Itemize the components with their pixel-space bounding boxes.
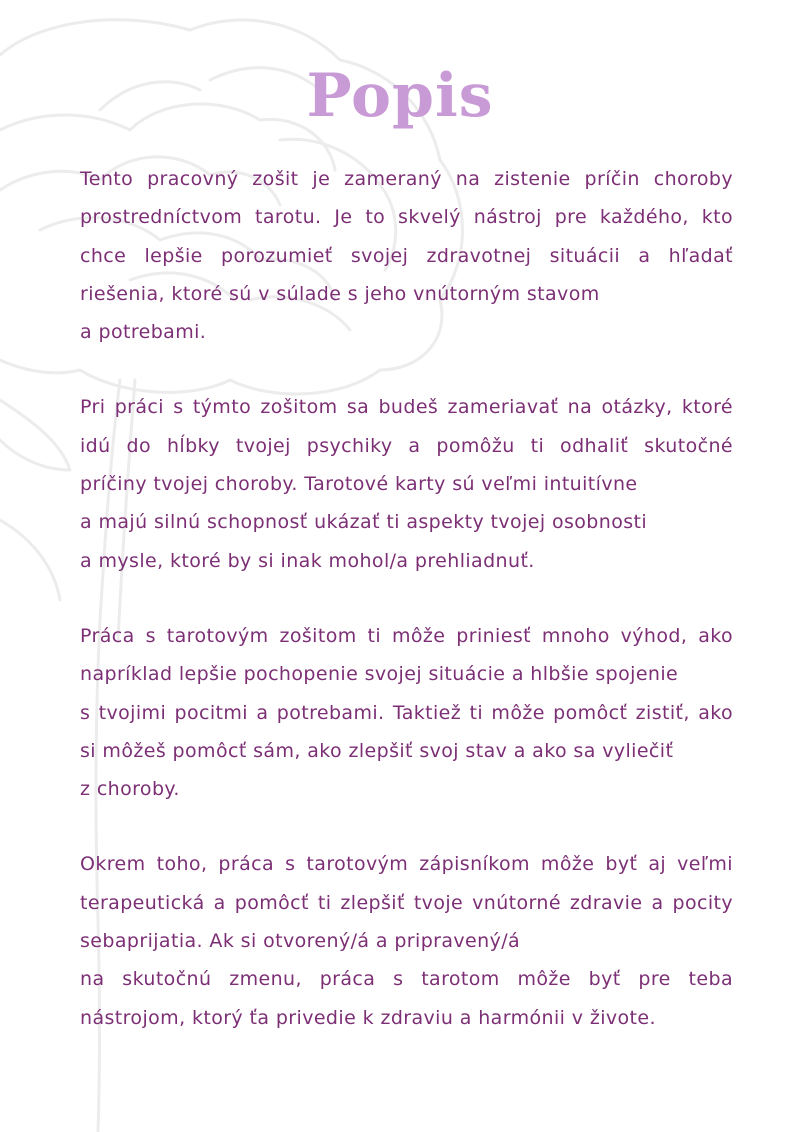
text-line: si môžeš pomôcť sám, ako zlepšiť svoj stav a ako sa vyliečiť (80, 739, 674, 762)
paragraph-3 (80, 617, 733, 808)
text-line: a mysle, ktoré by si inak mohol/a prehliadnuť. (80, 549, 535, 572)
text-line: chce lepšie porozumieť svojej zdravotnej situácii a hľadať (80, 244, 733, 267)
page-title: Popis (306, 61, 494, 131)
text-line: na skutočnú zmenu, práca s tarotom môže byť pre teba (80, 968, 733, 991)
body-text (80, 160, 733, 1074)
text-line: a majú silnú schopnosť ukázať ti aspekty tvojej osobnosti (80, 511, 648, 534)
text-line: terapeutická a pomôcť ti zlepšiť tvoje vnútorné zdravie a pocity (80, 891, 733, 914)
text-line: Okrem toho, práca s tarotovým zápisníkom môže byť aj veľmi (80, 853, 733, 876)
text-line: prostredníctvom tarotu. Je to skvelý nástroj pre každého, kto (80, 206, 733, 229)
paragraph-4 (80, 845, 733, 1036)
text-line: príčiny tvojej choroby. Tarotové karty sú veľmi intuitívne (80, 473, 638, 496)
text-line: napríklad lepšie pochopenie svojej situácie a hlbšie spojenie (80, 663, 679, 686)
text-line: riešenia, ktoré sú v súlade s jeho vnútorným stavom (80, 282, 600, 305)
text-line: s tvojimi pocitmi a potrebami. Taktiež ti môže pomôcť zistiť, ako (80, 701, 733, 724)
paragraph-1 (80, 160, 733, 351)
text-line: z choroby. (80, 778, 180, 801)
text-line: Pri práci s týmto zošitom sa budeš zameriavať na otázky, ktoré (80, 396, 733, 419)
text-line: nástrojom, ktorý ťa privedie k zdraviu a harmónii v živote. (80, 1006, 656, 1029)
text-line: Práca s tarotovým zošitom ti môže priniesť mnoho výhod, ako (80, 624, 733, 647)
paragraph-2 (80, 388, 733, 579)
text-line: idú do hĺbky tvojej psychiky a pomôžu ti odhaliť skutočné (80, 434, 733, 457)
text-line: Tento pracovný zošit je zameraný na zistenie príčin choroby (80, 168, 733, 190)
text-line: sebaprijatia. Ak si otvorený/á a pripravený/á (80, 930, 521, 953)
text-line: a potrebami. (80, 321, 207, 344)
